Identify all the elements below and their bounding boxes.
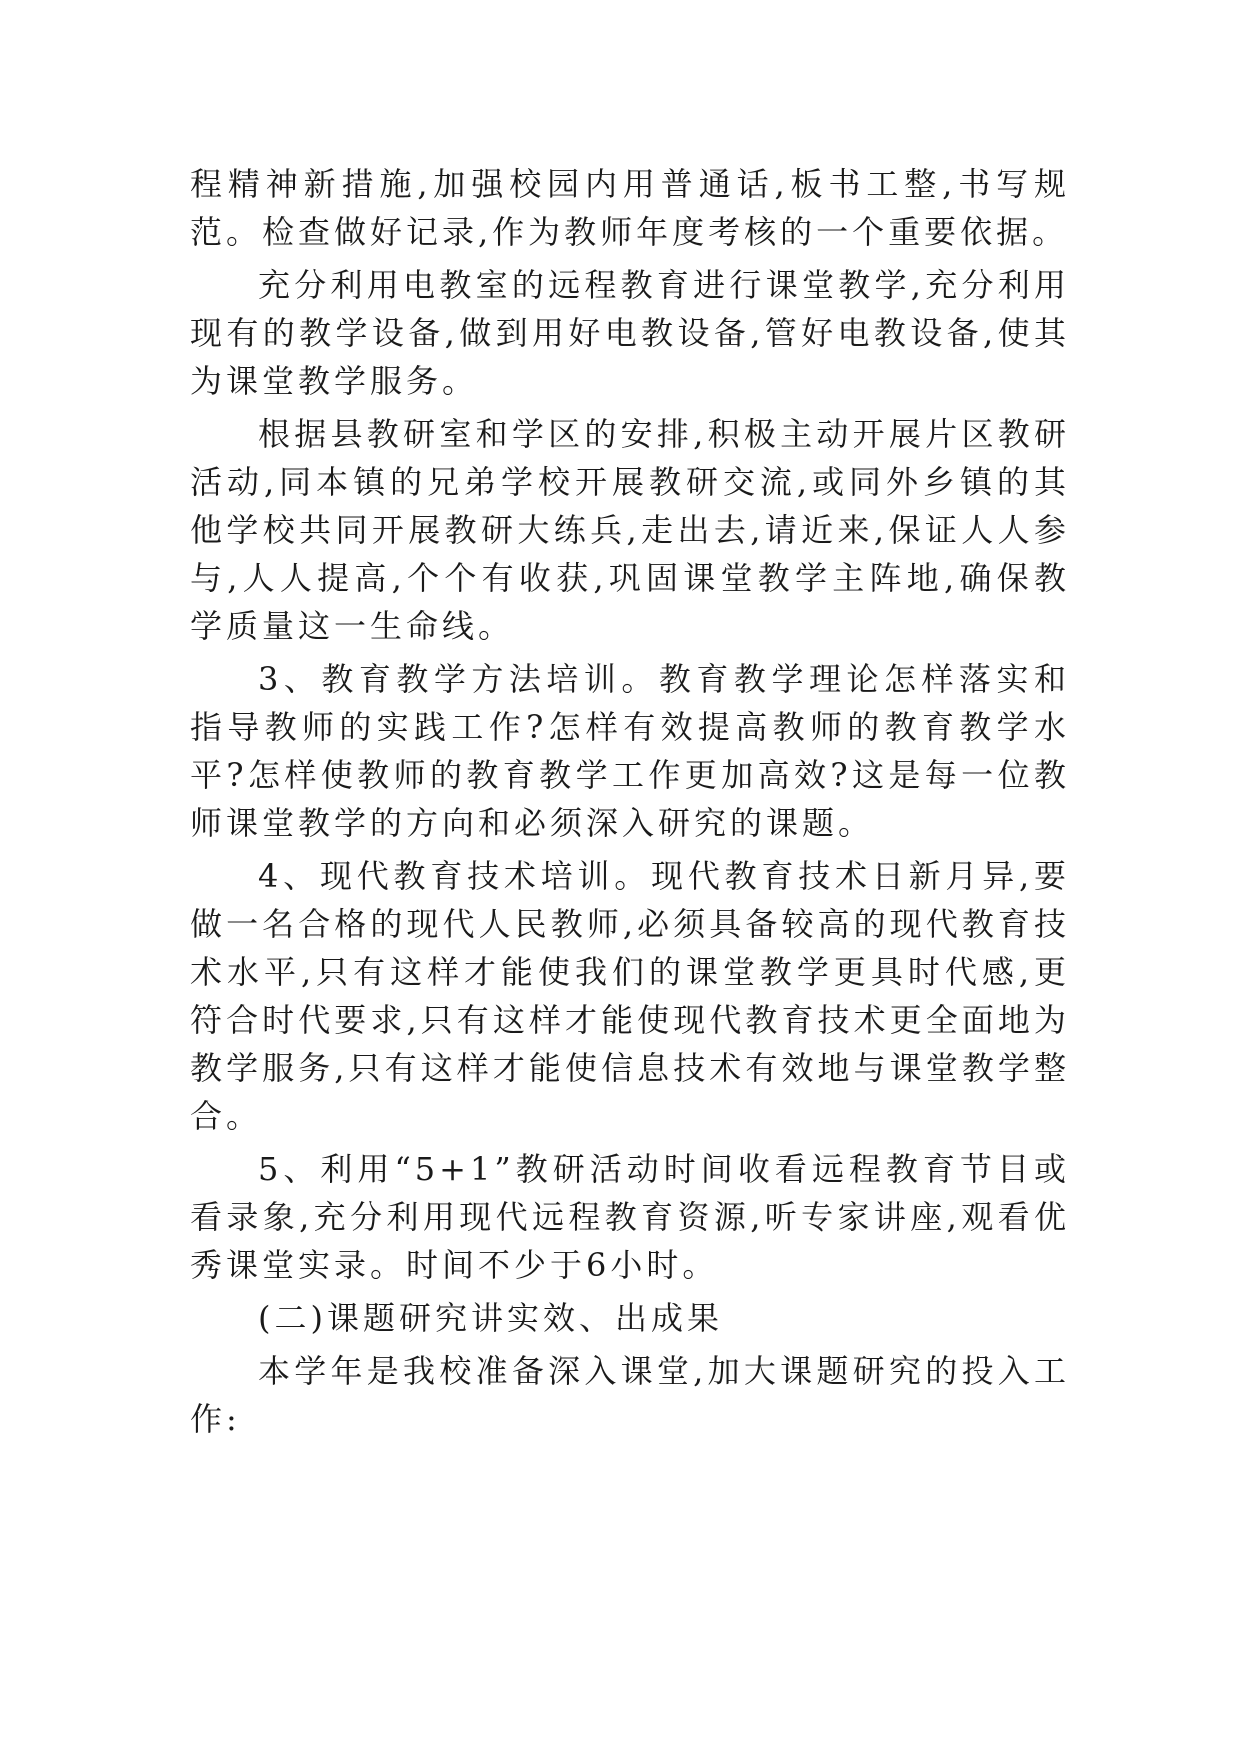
paragraph-electronic-classroom: 充分利用电教室的远程教育进行课堂教学,充分利用现有的教学设备,做到用好电教设备,管好电教设备,使其为课堂教学服务。 [190, 266, 1070, 400]
paragraph-method-training: 3、教育教学方法培训。教育教学理论怎样落实和指导教师的实践工作?怎样有效提高教师的教育教学水平?怎样使教师的教育教学工作更加高效?这是每一位教师课堂教学的方向和必须深入研究的课题。 [190, 660, 1070, 842]
paragraph-continuation: 程精神新措施,加强校园内用普通话,板书工整,书写规范。检查做好记录,作为教师年度考核的一个重要依据。 [190, 165, 1070, 251]
paragraph-research-intro: 本学年是我校准备深入课堂,加大课题研究的投入工作: [190, 1352, 1070, 1438]
paragraph-technology-training: 4、现代教育技术培训。现代教育技术日新月异,要做一名合格的现代人民教师,必须具备较高的现代教育技术水平,只有这样才能使我们的课堂教学更具时代感,更符合时代要求,只有这样才能使现代教育技术更全面地为教学服务,只有这样才能使信息技术有效地与课堂教学整合。 [190, 857, 1070, 1135]
document-body [190, 160, 1070, 1448]
section-heading: (二)课题研究讲实效、出成果 [258, 1299, 723, 1337]
paragraph-teaching-research: 根据县教研室和学区的安排,积极主动开展片区教研活动,同本镇的兄弟学校开展教研交流,或同外乡镇的其他学校共同开展教研大练兵,走出去,请近来,保证人人参与,人人提高,个个有收获,巩固课堂教学主阵地,确保教学质量这一生命线。 [190, 415, 1070, 645]
paragraph-remote-education: 5、利用“5+1”教研活动时间收看远程教育节目或看录象,充分利用现代远程教育资源,听专家讲座,观看优秀课堂实录。时间不少于6小时。 [190, 1150, 1070, 1284]
